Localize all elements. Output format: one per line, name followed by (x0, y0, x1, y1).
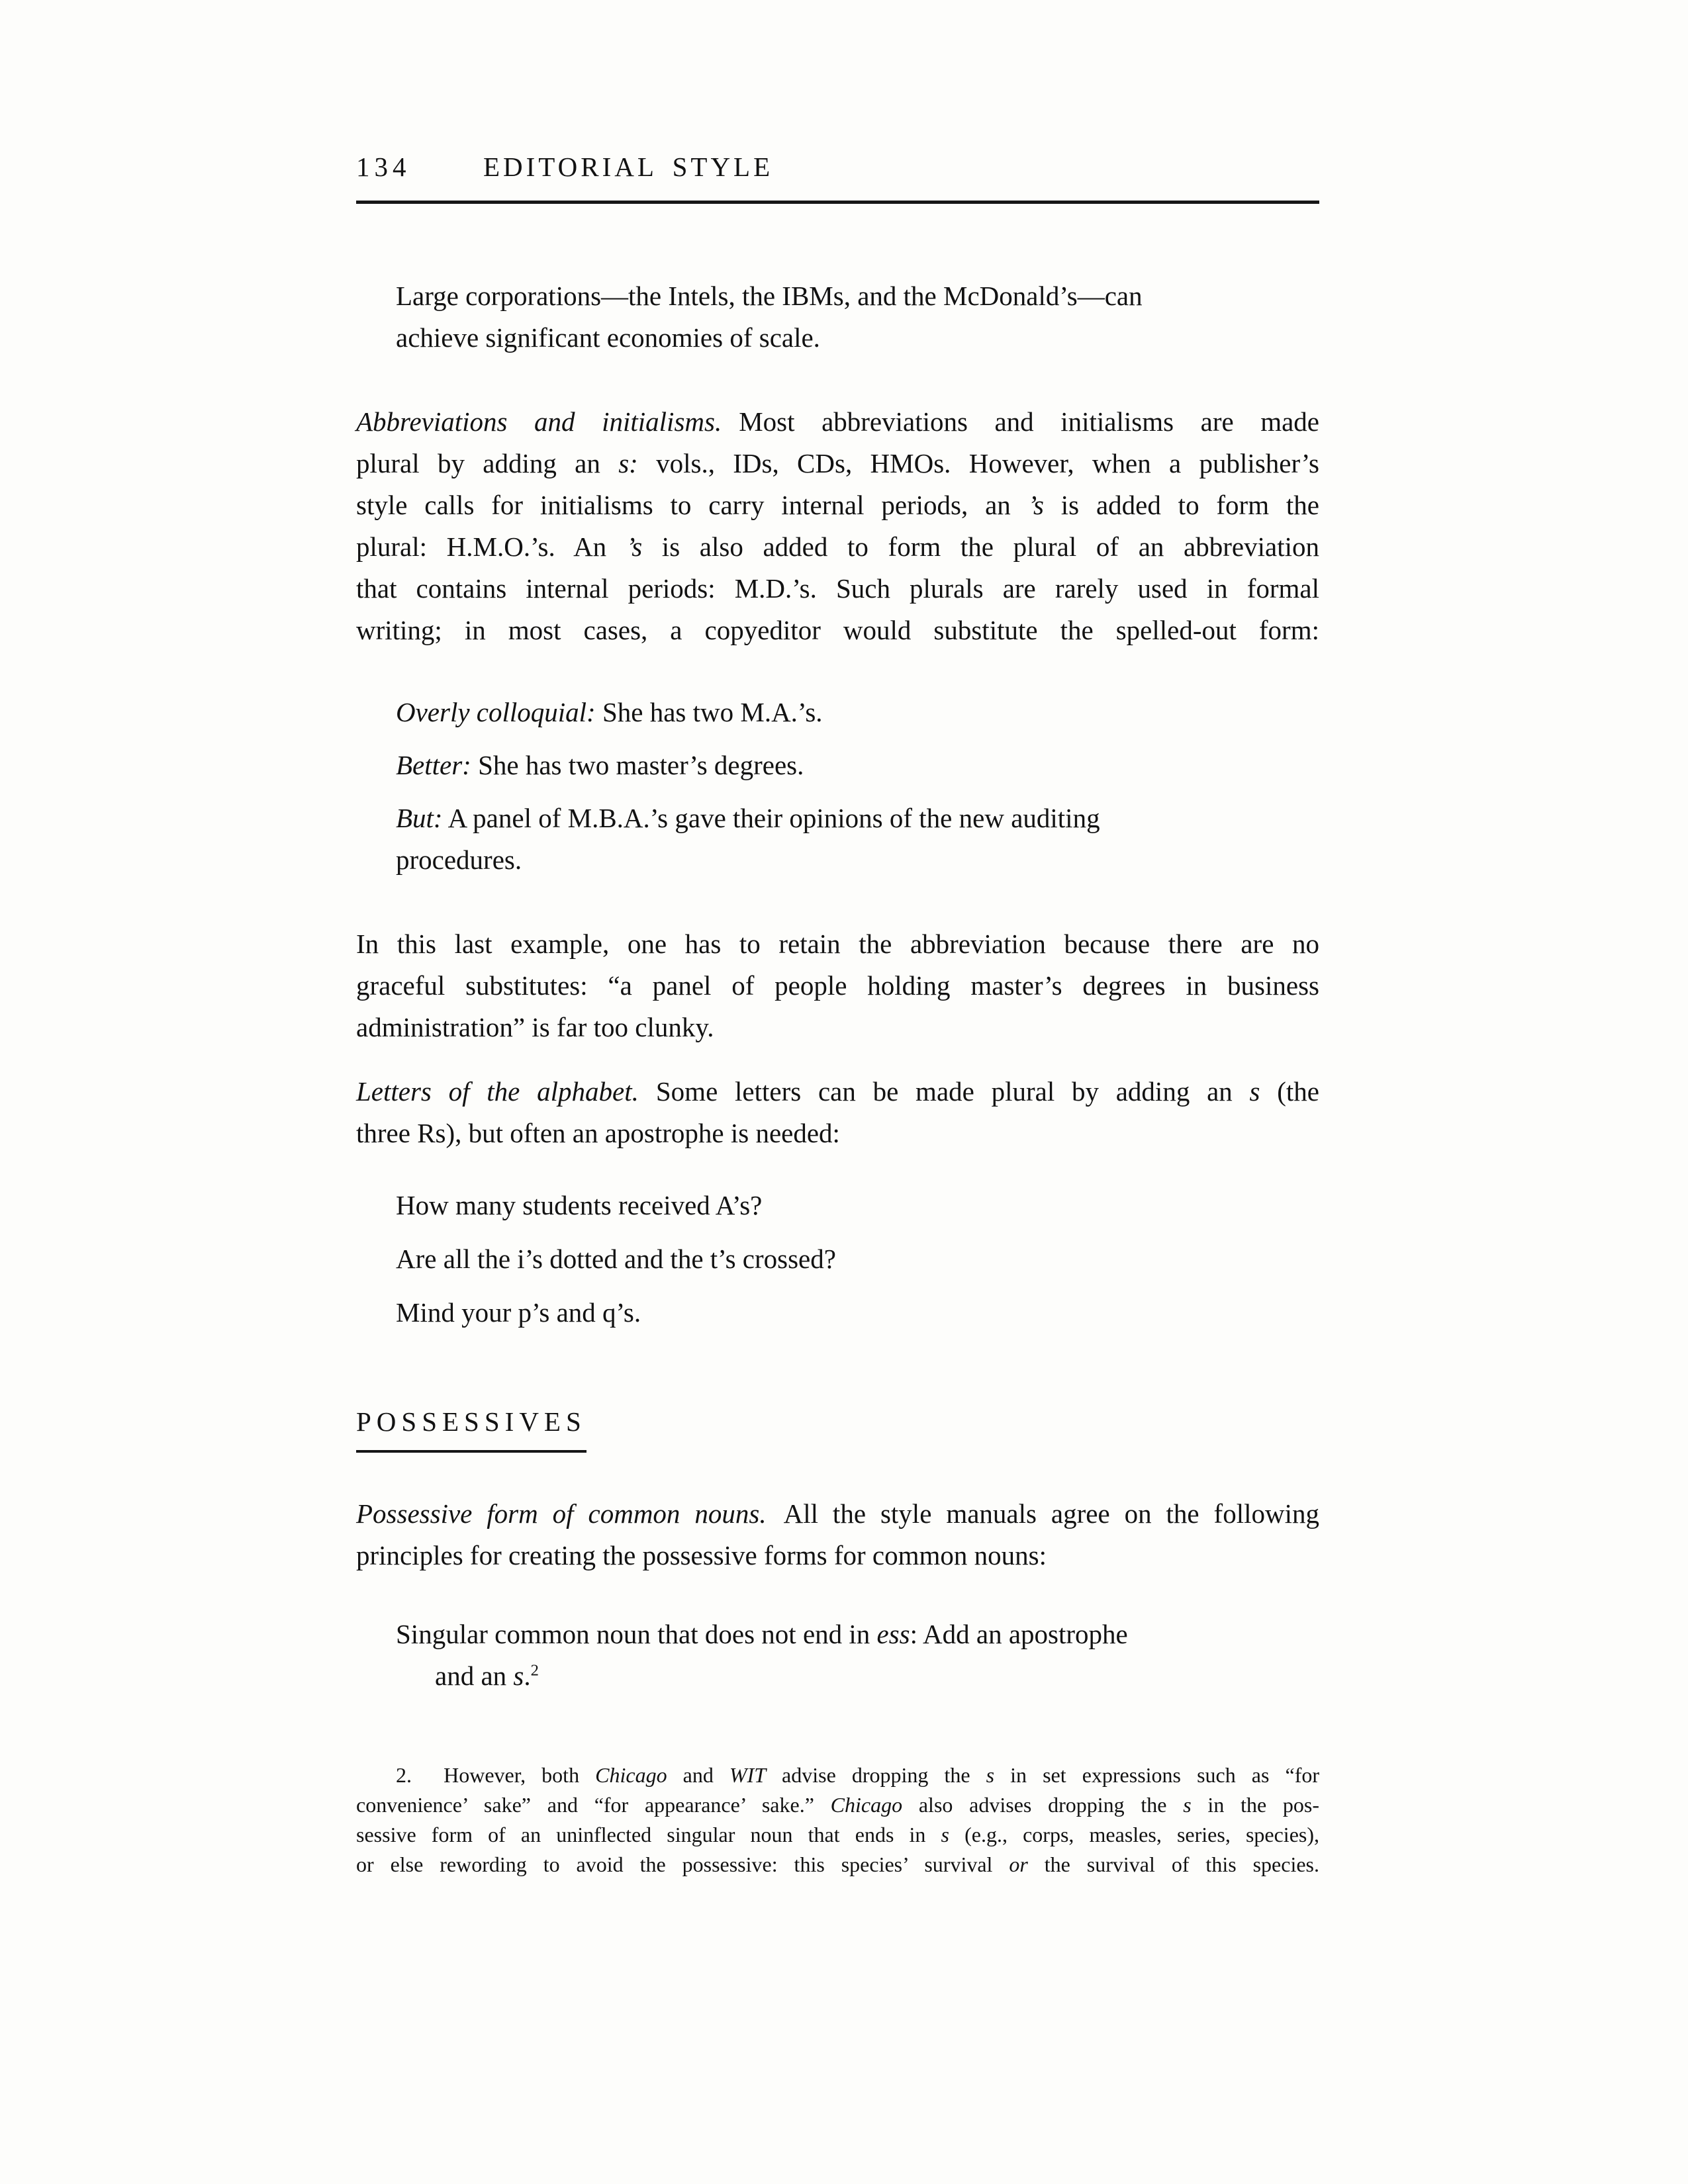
examples-letters-block (356, 1185, 1319, 1334)
example-item (396, 1292, 1319, 1334)
text-line: Letters of the alphabet. Some letters can be made plural by adding an s (the (356, 1076, 1319, 1107)
text-line: three Rs), but often an apostrophe is needed: (356, 1118, 840, 1148)
text-line: Overly colloquial: She has two M.A.’s. (396, 697, 823, 727)
paragraph-last-example (356, 923, 1319, 1048)
example-item (396, 1185, 1319, 1226)
page-number: 134 (356, 152, 411, 182)
running-head: EDITORIAL STYLE (483, 152, 774, 182)
example-item (396, 797, 1319, 881)
footnote-line: sessive form of an uninflected singular noun that ends in s (e.g., corps, measles, series, species), (356, 1823, 1319, 1846)
text-line: Better: She has two master’s degrees. (396, 750, 804, 780)
extract-line: Large corporations—the Intels, the IBMs, and the McDonald’s—can (396, 281, 1143, 311)
section-heading-possessives: POSSESSIVES (356, 1408, 586, 1453)
text-line: Are all the i’s dotted and the t’s crossed? (396, 1244, 836, 1274)
text-line: that contains internal periods: M.D.’s. Such plurals are rarely used in formal (356, 573, 1319, 604)
text-line: How many students received A’s? (396, 1190, 763, 1220)
footnote-line: 2. However, both Chicago and WIT advise dropping the s in set expressions such as “for (396, 1763, 1320, 1787)
text-line: Abbreviations and initialisms. Most abbreviations and initialisms are made (356, 406, 1319, 437)
text-line: procedures. (396, 844, 522, 875)
text-line: writing; in most cases, a copyeditor would substitute the spelled-out form: (356, 615, 1319, 645)
text-line: Mind your p’s and q’s. (396, 1297, 641, 1328)
text-line: plural by adding an s: vols., IDs, CDs, HMOs. However, when a publisher’s (356, 448, 1319, 478)
text-line: Singular common noun that does not end in ess: Add an apostrophe (396, 1619, 1128, 1649)
paragraph-possessive-form (356, 1493, 1319, 1576)
example-singular-block (356, 1614, 1319, 1697)
extract-line: achieve significant economies of scale. (396, 322, 820, 353)
paragraph-letters (356, 1071, 1319, 1154)
text-line: Possessive form of common nouns. All the style manuals agree on the following (356, 1498, 1319, 1529)
text-line: principles for creating the possessive forms for common nouns: (356, 1540, 1047, 1570)
example-item (396, 745, 1319, 786)
text-line: and an s.$^2$ (435, 1661, 539, 1691)
text-line: style calls for initialisms to carry internal periods, an ’s is added to form the (356, 490, 1320, 520)
example-item (396, 692, 1319, 733)
header-rule (356, 201, 1319, 204)
text-line: administration” is far too clunky. (356, 1012, 714, 1042)
examples-ma-block (356, 692, 1319, 881)
text-line: But: A panel of M.B.A.’s gave their opinions of the new auditing (396, 803, 1100, 833)
footnote-block (356, 1760, 1319, 1880)
footnote-line: or else rewording to avoid the possessive: this species’ survival or the survival of this species. (356, 1852, 1320, 1876)
footnote-line: convenience’ sake” and “for appearance’ sake.” Chicago also advises dropping the s in the pos- (356, 1793, 1320, 1817)
text-line: In this last example, one has to retain the abbreviation because there are no (356, 929, 1319, 959)
text-line: graceful substitutes: “a panel of people holding master’s degrees in business (356, 970, 1319, 1001)
extract-intro-block (356, 275, 1319, 359)
paragraph-abbreviations (356, 401, 1319, 651)
example-item (396, 1238, 1319, 1280)
text-line: plural: H.M.O.’s. An ’s is also added to form the plural of an abbreviation (356, 531, 1319, 562)
